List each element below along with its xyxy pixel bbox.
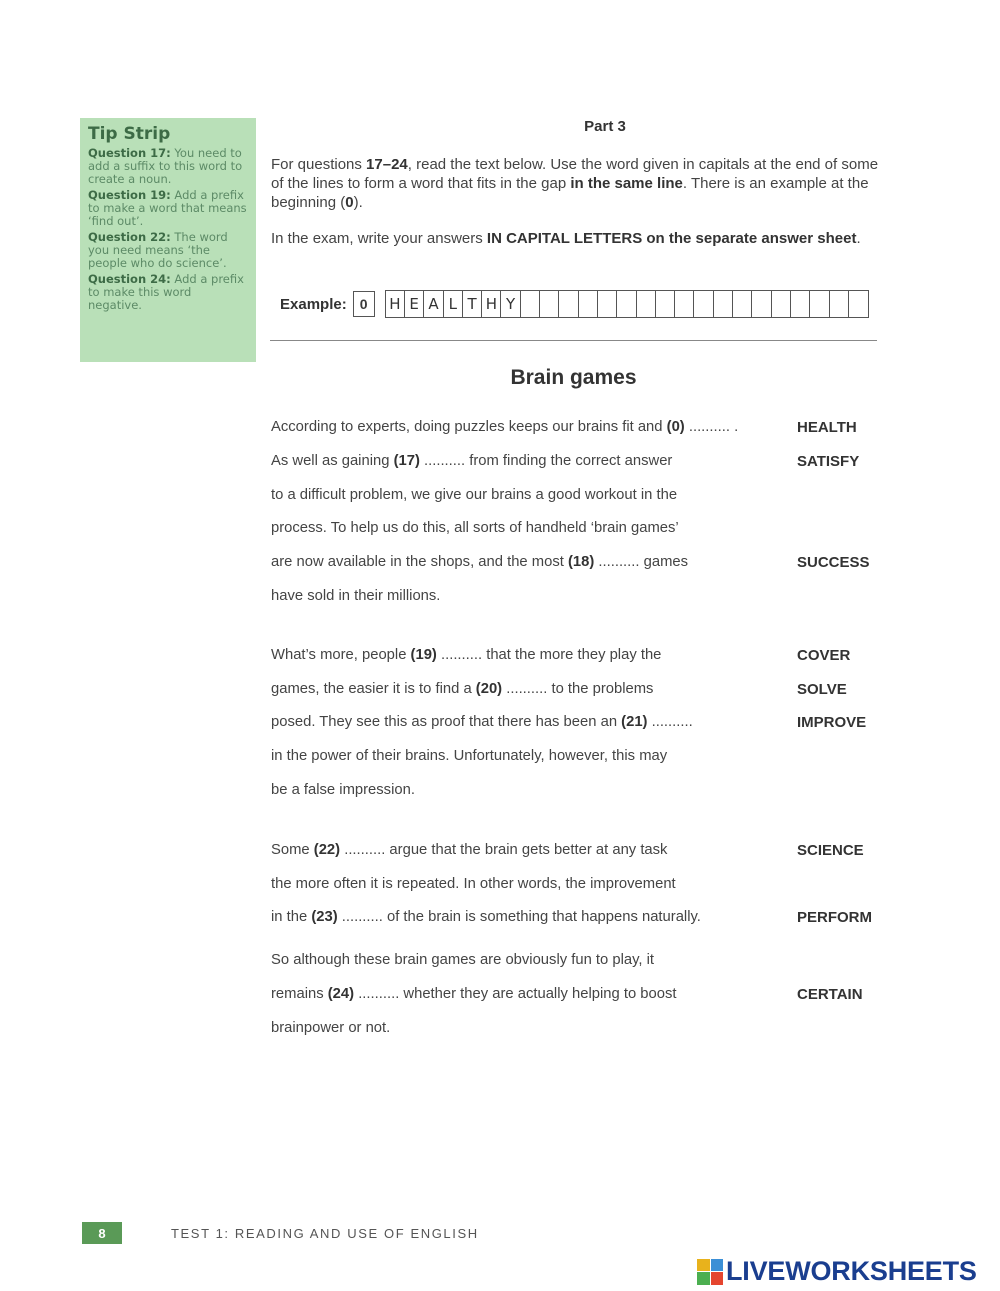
- example-answer-cell: [598, 291, 617, 317]
- text-line: are now available in the shops, and the most (18) .......... games: [271, 554, 689, 570]
- example-answer-cell: [830, 291, 849, 317]
- text-heading: Brain games: [510, 366, 637, 389]
- stem-word: HEALTH: [797, 419, 857, 436]
- tip-item-q22: Question 22: The word you need means ‘the people who do science’.: [88, 230, 228, 270]
- gap-number: (23): [311, 909, 338, 925]
- stem-word: SOLVE: [797, 681, 847, 698]
- tip-item-q24: Question 24: Add a prefix to make this word negative.: [88, 272, 244, 312]
- liveworksheets-text: LIVEWORKSHEETS: [726, 1256, 977, 1286]
- tip-strip-title: Tip Strip: [88, 124, 171, 144]
- gap: .......... games: [594, 554, 689, 570]
- text-line: What’s more, people (19) .......... that the more they play the: [271, 647, 662, 663]
- text-line: be a false impression.: [271, 782, 415, 798]
- example-answer-cell: [772, 291, 791, 317]
- gap: .......... argue that the brain gets better at any task: [340, 842, 668, 858]
- example-answer-cell: E: [405, 291, 424, 317]
- logo-square: [711, 1272, 724, 1285]
- text-line: As well as gaining (17) .......... from finding the correct answer: [271, 453, 673, 469]
- example-answer-cell: [579, 291, 598, 317]
- stem-word: IMPROVE: [797, 714, 867, 731]
- gap-number: (19): [410, 647, 437, 663]
- example-answer-cell: [733, 291, 752, 317]
- example-answer-cell: [540, 291, 559, 317]
- stem-word: SCIENCE: [797, 842, 864, 859]
- example-answer-cell: [617, 291, 636, 317]
- example-answer-cell: [714, 291, 733, 317]
- gap: .......... .: [684, 419, 739, 435]
- logo-square: [697, 1272, 710, 1285]
- example-label: Example:: [280, 295, 347, 313]
- text-line: Some (22) .......... argue that the brain gets better at any task: [271, 842, 668, 858]
- instructions-paragraph-2: In the exam, write your answers IN CAPITAL LETTERS on the separate answer sheet.: [271, 230, 861, 247]
- page-number: 8: [82, 1222, 122, 1244]
- example-answer-cell: [656, 291, 675, 317]
- footer-title: TEST 1: READING AND USE OF ENGLISH: [171, 1226, 479, 1241]
- example-answer-cell: [675, 291, 694, 317]
- example-answer-cell: [752, 291, 771, 317]
- text-line: brainpower or not.: [271, 1020, 391, 1036]
- stem-word: SATISFY: [797, 453, 860, 470]
- gap-number: (18): [567, 554, 595, 570]
- instructions-paragraph-1: For questions 17–24, read the text below. Use the word given in capitals at the end of some of the lines to form a word that fits in the gap in the same line. There is an example at the beginning (0).: [271, 156, 879, 211]
- gap: ..........: [647, 714, 693, 730]
- example-answer-cell: [637, 291, 656, 317]
- example-answer-cell: [521, 291, 540, 317]
- gap-number: (0): [666, 419, 685, 435]
- tip-strip: [80, 118, 256, 362]
- example-answer-cell: Y: [501, 291, 520, 317]
- stem-word: PERFORM: [797, 909, 872, 926]
- gap: .......... to the problems: [502, 681, 654, 697]
- liveworksheets-logo-icon: [697, 1259, 723, 1285]
- text-line: According to experts, doing puzzles keeps our brains fit and (0) .......... .: [271, 419, 739, 435]
- stem-word: CERTAIN: [797, 986, 863, 1003]
- gap: .......... that the more they play the: [436, 647, 662, 663]
- example-answer-cell: H: [386, 291, 405, 317]
- gap-number: (21): [621, 714, 648, 730]
- logo-square: [697, 1259, 710, 1272]
- example-answer-cell: T: [463, 291, 482, 317]
- example-answer-cell: [694, 291, 713, 317]
- text-line: games, the easier it is to find a (20) .......... to the problems: [271, 681, 654, 697]
- example-row: [280, 289, 869, 319]
- gap: .......... of the brain is something that happens naturally.: [337, 909, 701, 925]
- example-answer-cell: [559, 291, 578, 317]
- logo-square: [711, 1259, 724, 1272]
- gap-number: (20): [475, 681, 503, 697]
- example-answer-cell: H: [482, 291, 501, 317]
- stem-word: COVER: [797, 647, 851, 664]
- example-answer-cell: L: [444, 291, 463, 317]
- gap-number: (17): [393, 453, 420, 469]
- gap-number: (24): [327, 986, 355, 1002]
- text-line: have sold in their millions.: [271, 588, 441, 604]
- text-line: in the (23) .......... of the brain is something that happens naturally.: [271, 909, 701, 925]
- liveworksheets-watermark: [697, 1256, 977, 1287]
- tip-item-q17: Question 17: You need to add a suffix to this word to create a noun.: [88, 146, 243, 186]
- example-answer-cell: [810, 291, 829, 317]
- stem-word: SUCCESS: [797, 554, 870, 571]
- example-number-box: 0: [353, 291, 375, 317]
- text-line: to a difficult problem, we give our brains a good workout in the: [271, 487, 678, 503]
- part-title: Part 3: [584, 118, 626, 135]
- text-line: process. To help us do this, all sorts of handheld ‘brain games’: [271, 520, 679, 536]
- example-answer-cells: [385, 290, 869, 318]
- gap-number: (22): [313, 842, 341, 858]
- example-answer-cell: [791, 291, 810, 317]
- section-divider: [270, 340, 877, 341]
- text-line: So although these brain games are obviously fun to play, it: [271, 952, 655, 968]
- tip-item-q19: Question 19: Add a prefix to make a word that means ‘find out’.: [88, 188, 247, 228]
- example-answer-cell: [849, 291, 868, 317]
- text-line: remains (24) .......... whether they are actually helping to boost: [271, 986, 677, 1002]
- example-answer-cell: A: [424, 291, 443, 317]
- text-line: posed. They see this as proof that there has been an (21) ..........: [271, 714, 693, 730]
- gap: .......... from finding the correct answer: [419, 453, 673, 469]
- text-line: in the power of their brains. Unfortunately, however, this may: [271, 748, 668, 764]
- gap: .......... whether they are actually helping to boost: [354, 986, 677, 1002]
- text-line: the more often it is repeated. In other words, the improvement: [271, 876, 676, 892]
